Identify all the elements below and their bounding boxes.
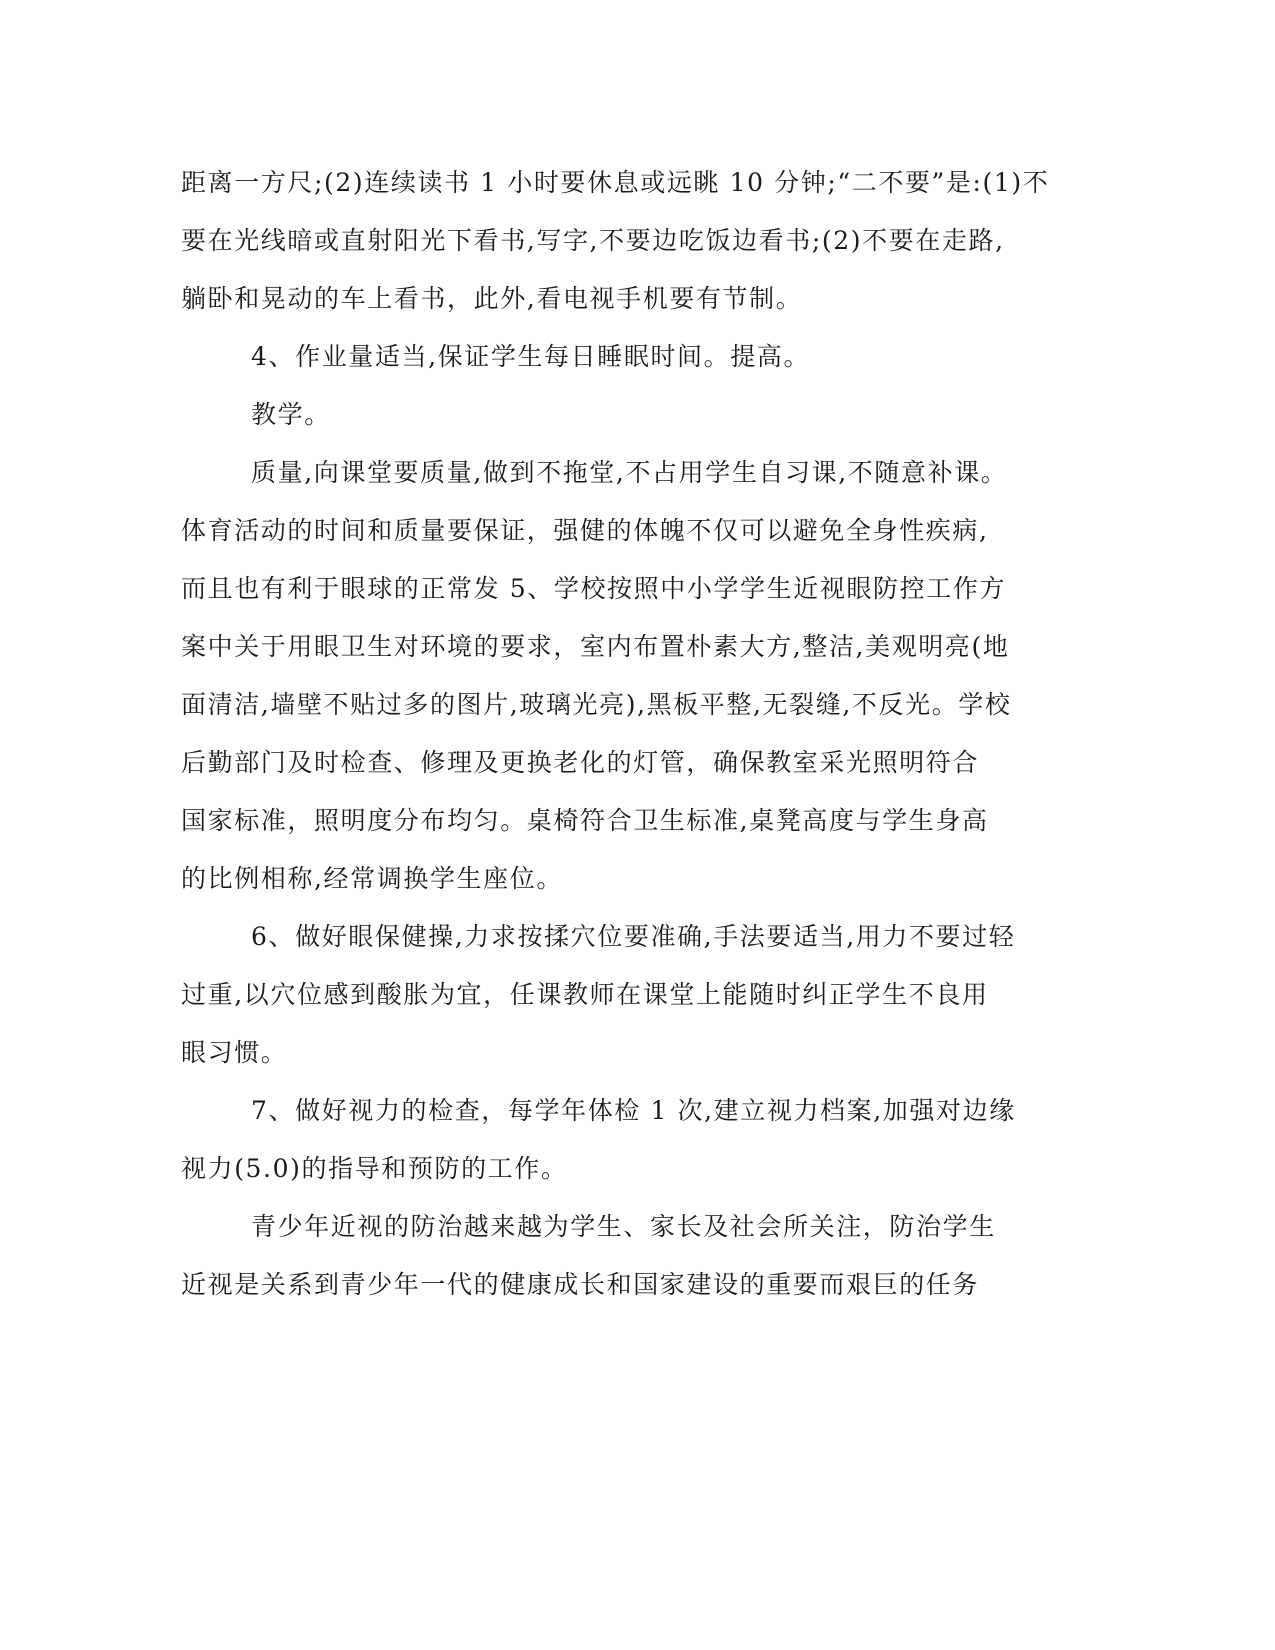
text-line: 后勤部门及时检查、修理及更换老化的灯管，确保教室采光照明符合 bbox=[181, 748, 980, 777]
paragraph-start-line: 青少年近视的防治越来越为学生、家长及社会所关注，防治学生 bbox=[251, 1212, 996, 1241]
paragraph-start-line: 4、作业量适当,保证学生每日睡眠时间。提高。 bbox=[251, 342, 811, 371]
text-line: 的比例相称,经常调换学生座位。 bbox=[181, 864, 563, 893]
text-line: 躺卧和晃动的车上看书，此外,看电视手机要有节制。 bbox=[181, 284, 803, 313]
text-line: 距离一方尺;(2)连续读书 1 小时要休息或远眺 10 分钟;“二不要”是:(1)不 bbox=[181, 168, 1050, 197]
text-line: 要在光线暗或直射阳光下看书,写字,不要边吃饭边看书;(2)不要在走路, bbox=[181, 226, 1005, 255]
text-line: 面清洁,墙壁不贴过多的图片,玻璃光亮),黑板平整,无裂缝,不反光。学校 bbox=[181, 690, 1012, 719]
paragraph-start-line: 6、做好眼保健操,力求按揉穴位要准确,手法要适当,用力不要过轻 bbox=[251, 922, 1016, 951]
text-line: 过重,以穴位感到酸胀为宜，任课教师在课堂上能随时纠正学生不良用 bbox=[181, 980, 989, 1009]
text-line: 近视是关系到青少年一代的健康成长和国家建设的重要而艰巨的任务 bbox=[181, 1270, 980, 1299]
paragraph-start-line: 教学。 bbox=[251, 400, 331, 429]
text-line: 体育活动的时间和质量要保证，强健的体魄不仅可以避免全身性疾病, bbox=[181, 516, 989, 545]
text-line: 视力(5.0)的指导和预防的工作。 bbox=[181, 1154, 568, 1183]
text-line: 国家标准，照明度分布均匀。桌椅符合卫生标准,桌凳高度与学生身高 bbox=[181, 806, 989, 835]
paragraph-start-line: 7、做好视力的检查，每学年体检 1 次,建立视力档案,加强对边缘 bbox=[251, 1096, 1016, 1125]
text-line: 案中关于用眼卫生对环境的要求，室内布置朴素大方,整洁,美观明亮(地 bbox=[181, 632, 1010, 661]
text-line: 而且也有利于眼球的正常发 5、学校按照中小学学生近视眼防控工作方 bbox=[181, 574, 1007, 603]
text-line: 眼习惯。 bbox=[181, 1038, 288, 1067]
paragraph-start-line: 质量,向课堂要质量,做到不拖堂,不占用学生自习课,不随意补课。 bbox=[251, 458, 1008, 487]
